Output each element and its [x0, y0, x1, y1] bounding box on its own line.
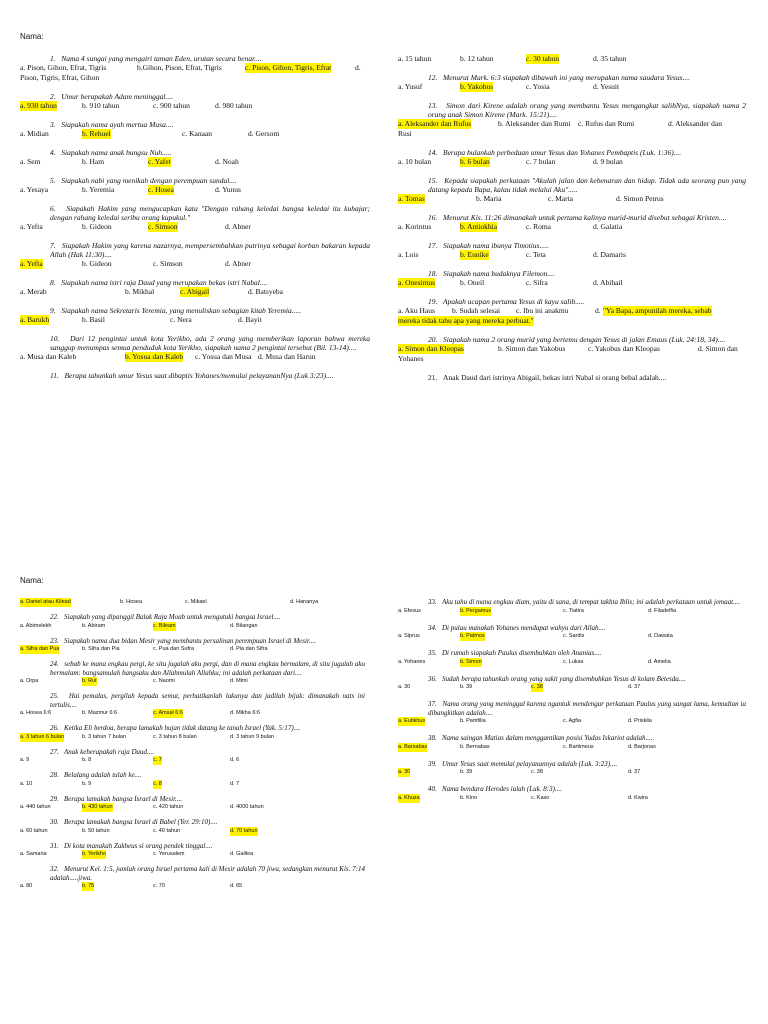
answer-option: c. Teta	[526, 250, 546, 259]
answer-option: b. 39	[460, 769, 473, 775]
answer-option: a. 80	[20, 883, 33, 889]
answer-option: d. 37	[628, 684, 641, 690]
answer-options	[20, 709, 365, 718]
answer-option: c. Kaso	[531, 794, 550, 801]
answer-options	[398, 794, 746, 803]
question-item	[20, 637, 365, 655]
answer-option: c. Ibu ini anakmu	[516, 306, 569, 315]
answer-option: d. Abner	[225, 259, 251, 268]
answer-options	[398, 344, 746, 354]
answer-option: d. Aleksander dan	[668, 119, 722, 128]
answer-option: a. Yohanes	[398, 658, 426, 665]
answer-option: b. Pamfilia	[460, 718, 486, 724]
question-item	[20, 692, 365, 718]
answer-option: b. Hosea	[120, 599, 143, 605]
answer-option: b. Bernabas	[460, 743, 490, 750]
answer-option: a. 440 tahun	[20, 804, 51, 810]
answer-options	[398, 768, 746, 777]
questions-column-left	[20, 598, 365, 897]
question-text: 22. Siapakah yang dipanggil Balak Raja Moab untuk mengutuki bangsa Israel....	[50, 613, 281, 621]
answer-option: c. Sardis	[563, 633, 585, 639]
answer-option-continuation	[398, 354, 746, 364]
nama-label: Nama:	[20, 32, 44, 41]
answer-option: c. Yosua dan Musa	[195, 352, 252, 361]
answer-options	[20, 63, 370, 73]
answer-options	[398, 82, 746, 92]
answer-option: d. Mikha 6:6	[230, 710, 260, 716]
answer-option: a. Midian	[20, 129, 49, 138]
question-text: 15. Kepada siapakah perkataan "Akulah jalan dan kebenaran dan hidup. Tidak ada seorang pun yang datang kepada Bapa, kalau tidak melalui Aku".....	[428, 176, 746, 194]
answer-option: d. Abner	[225, 222, 251, 231]
question-text: 13. Simon dari Kirene adalah orang yang membantu Yesus mengangkat salibNya, siapakah nama 2 orang anak Simon Kirene (Mark. 15:21)....	[428, 101, 746, 119]
question-text: 17. Siapakah nama ibunya Timotius.....	[428, 241, 549, 250]
answer-option-highlighted: a. 930 tahun	[20, 101, 57, 110]
answer-options	[20, 803, 365, 812]
answer-option: a. Aku Haus	[398, 306, 435, 315]
answer-option: d. Galatia	[593, 222, 623, 231]
questions-column-left	[20, 54, 370, 389]
question-text: 35. Di rumah siapakah Paulus disembuhkan oleh Ananias....	[428, 649, 602, 657]
answer-options	[20, 882, 365, 891]
answer-option: d. 65	[230, 883, 243, 889]
answer-option-continuation	[398, 316, 746, 326]
answer-option: d. Simon Petrus	[616, 194, 664, 203]
answer-option: b. Gideon	[82, 222, 112, 231]
answer-options	[20, 101, 370, 111]
answer-option: d. Kwira	[628, 794, 648, 801]
question-text: 23. Siapakah nama dua bidan Mesir yang membantu persalinan perempuan Israel di Mesir....	[50, 636, 316, 645]
answer-option: a. Orpa	[20, 678, 39, 684]
answer-options	[398, 250, 746, 260]
answer-options	[20, 185, 370, 195]
answer-option: c. Marta	[548, 194, 573, 203]
answer-option: d. 6	[230, 757, 240, 763]
answer-option-highlighted: b. 430 tahun	[82, 804, 113, 810]
answer-option: a. 30	[398, 684, 411, 690]
question-text: 28. Belalang adalah tulah ke....	[50, 771, 142, 779]
answer-option-continuation	[398, 129, 746, 139]
question-item	[20, 148, 370, 167]
answer-options	[20, 850, 365, 859]
answer-option-highlighted: c. Hosea	[148, 185, 174, 194]
answer-option-highlighted: b. Yakobus	[460, 82, 494, 91]
answer-option-highlighted: b. Rehuel	[82, 129, 111, 138]
answer-options	[398, 222, 746, 232]
answer-option: c. Tiatira	[563, 607, 584, 614]
answer-option: d. Mimi	[230, 678, 248, 684]
answer-option-highlighted: c. Amsal 6:6	[153, 710, 183, 716]
answer-option: b.Gihon, Pison, Efrat, Tigris	[137, 63, 222, 72]
answer-options	[20, 287, 370, 297]
answer-option: d. Abihail	[593, 278, 623, 287]
nama-label: Nama:	[20, 576, 44, 585]
answer-option: a. Yusuf	[398, 82, 423, 91]
question-item	[20, 771, 365, 789]
answer-options	[398, 119, 746, 129]
answer-option: d. Filadelfia	[648, 607, 677, 614]
answer-option: d. 35 tahun	[593, 54, 627, 63]
answer-option: b. Simon dan Yakobus	[498, 344, 566, 353]
answer-option: c. Agfia	[563, 718, 582, 724]
answer-option: d. Yesuit	[593, 82, 620, 91]
answer-option: c. Pua dan Sufra	[153, 646, 194, 652]
question-item	[20, 334, 370, 362]
question-text: 8. Siapakah nama istri raja Daud yang merupakan bekas istri Nabal....	[50, 278, 268, 287]
answer-options	[398, 658, 746, 667]
answer-option: b. Mikhal	[125, 287, 155, 296]
answer-option-highlighted: c. 8	[153, 780, 162, 787]
answer-option-highlighted: b. Antiokhia	[460, 222, 498, 231]
answer-option: c. Roma	[526, 222, 551, 231]
question-text: 38. Nama saingan Matias dalam menggantikan posisi Yudas Iskariot adalah.....	[428, 734, 655, 742]
question-text: 29. Berapa lamakah bangsa Israel di Mesir....	[50, 794, 183, 803]
question-item	[398, 241, 746, 260]
question-item	[398, 598, 746, 616]
question-text: 19. Apakah ucapan pertama Yesus di kayu salib.....	[428, 297, 585, 306]
answer-option: d. 9 bulan	[593, 157, 623, 166]
answer-option-text: Rusi	[398, 129, 412, 138]
answer-option-highlighted: a. Sifra dan Pua	[20, 646, 60, 652]
question-item	[20, 120, 370, 139]
answer-options	[20, 622, 365, 631]
question-text: 16. Menurut Kis. 11:26 dimanakah untuk pertama kalinya murid-murid disebut sebagai Kristen....	[428, 213, 727, 222]
answer-option: a. Samaria	[20, 851, 47, 857]
answer-option: d. Damaris	[593, 250, 626, 259]
question-text: 1. Nama 4 sungai yang mengairi taman Eden, urutan secara benar....	[50, 54, 262, 63]
answer-option: a. Sem	[20, 157, 41, 166]
answer-option-highlighted: b. Yosua dan Kaleb	[125, 352, 184, 361]
question-item	[398, 624, 746, 642]
answer-option-highlighted: b. Rut	[82, 678, 97, 684]
answer-option-highlighted: a. Daniel atau Kilead	[20, 599, 71, 605]
answer-options	[398, 194, 746, 204]
answer-option: a. Musa dan Kaleb	[20, 352, 77, 361]
answer-option: a. Abimelekh	[20, 622, 52, 629]
answer-option: a. Pison, Gihon, Efrat, Tigris	[20, 63, 107, 72]
answer-options	[20, 677, 365, 686]
answer-option: d. 980 tahun	[215, 101, 253, 110]
answer-option-highlighted: a. 3 tahun 6 bulan	[20, 733, 65, 740]
answer-option: c. Bartimeus	[563, 743, 594, 750]
question-text: 39. Umur Yesus saat memulai pelayanannya adalah (Luk. 3:23)....	[428, 759, 618, 768]
answer-option: b. Kino	[460, 794, 478, 801]
answer-options	[20, 259, 370, 269]
answer-option: c. Lukas	[563, 658, 584, 665]
question-text: 21. Anak Daud dari istrinya Abigail, bekas istri Nabal si orang bebal adalah....	[428, 373, 667, 382]
answer-option-highlighted: b. Eunike	[460, 250, 489, 259]
answer-option: d. Priskila	[628, 718, 652, 724]
answer-option: d. Simon dan	[698, 344, 738, 353]
answer-option-highlighted: b. Patmos	[460, 633, 485, 639]
question-item	[20, 204, 370, 232]
answer-options	[398, 157, 746, 167]
answer-options	[20, 315, 370, 325]
answer-option-highlighted: a. Eutikhus	[398, 718, 426, 724]
answer-option-highlighted: c. Bileam	[153, 622, 176, 629]
question-item	[398, 54, 746, 64]
answer-options	[398, 743, 746, 752]
question-text: 3. Siapakah nama ayah mertua Musa....	[50, 120, 174, 129]
answer-option: d. 3 tahun 9 bulan	[230, 733, 275, 740]
answer-option-highlighted: c. 30 tahun	[526, 54, 560, 63]
question-item	[20, 54, 370, 83]
question-text: 24. sebab ke mana engkau pergi, ke situ jugalah aku pergi, dan di mana engkau bermalam, di situ jugalah aku bermalam: bangsamulah bangsaku dan Allahmulah Allahku; ini adalah perkataan dari....	[50, 660, 365, 677]
question-text: 5. Siapakah nabi yang menikah dengan perempuan sundal....	[50, 176, 237, 185]
answer-options	[20, 827, 365, 836]
question-item	[20, 748, 365, 766]
question-item	[20, 818, 365, 836]
question-text: 9. Siapakah nama Sekretaris Yeremia, yang menuliskan sebagian kitab Yeremia.....	[50, 306, 302, 315]
answer-option-highlighted: a. 30	[398, 769, 411, 775]
answer-option-highlighted: c. Yafet	[148, 157, 171, 166]
answer-option: b. Sifra dan Pia	[82, 646, 120, 652]
answer-option: c. Simson	[153, 259, 183, 268]
answer-option: c. Yosia	[526, 82, 550, 91]
answer-options	[20, 733, 365, 742]
answer-option: d. Dawata	[648, 633, 673, 639]
answer-option: c. Yakobus dan Kleopas	[588, 344, 660, 353]
question-text: 20. Siapakah nama 2 orang murid yang bertemu dengan Yesus di jalan Emaus (Luk. 24:18, 34)....	[428, 335, 726, 344]
question-text: 34. Di pulau manakah Yohanes mendapat wahyu dari Allah....	[428, 623, 606, 632]
answer-option: d. Gersom	[248, 129, 280, 138]
answer-options	[20, 780, 365, 789]
answer-option-text: mereka tidak tahu apa yang mereka perbuat."	[398, 316, 534, 325]
answer-option: b. 3 tahun 7 bulan	[82, 733, 127, 740]
question-item	[398, 700, 746, 726]
answer-options	[20, 645, 365, 654]
question-text: 33. Aku tahu di mana engkau diam, yaitu di sana, di tempat takhta Iblis; ini adalah perkataan untuk jemaat....	[428, 598, 741, 606]
answer-option: c. 3 tahun 8 bulan	[153, 733, 197, 740]
question-text: 31. Di kota manakah Zakheus si orang pendek tinggal....	[50, 841, 213, 850]
answer-option: d. Noah	[215, 157, 239, 166]
question-text: 25. Hai pemalas, pergilah kepada semut, perhatikanlah lakunya dan jadilah bijak: dimanakah nats ini tertulis....	[50, 692, 365, 709]
question-text: 36. Sudah berapa tahunkah orang yang sakit yang disembuhkan Yesus di kolam Betesda....	[428, 674, 686, 683]
answer-option: a. Korintus	[398, 222, 432, 231]
question-text: 18. Siapakah nama budaknya Filemon....	[428, 269, 555, 278]
answer-option: b. 8	[82, 757, 92, 763]
answer-options	[20, 129, 370, 139]
answer-option-highlighted: c. 7	[153, 757, 162, 763]
answer-option: c. Nera	[170, 315, 192, 324]
answer-option: a. Efesus	[398, 607, 421, 614]
question-text: 2. Umur berapakah Adam meninggal....	[50, 92, 173, 101]
answer-option: c. 38	[531, 769, 543, 775]
answer-option: b. 9	[82, 780, 92, 787]
answer-option: d. Bilangan	[230, 622, 258, 629]
question-item	[398, 176, 746, 204]
answer-option: c. Rufus dan Rumi	[578, 119, 635, 128]
answer-option: c. Yerusalem	[153, 851, 185, 857]
answer-option: d. Barjonas	[628, 743, 656, 750]
questions-column-right	[398, 598, 746, 811]
answer-option: b. Mazmur 6:6	[82, 710, 118, 716]
answer-options	[398, 717, 746, 726]
question-text: 30. Berapa lamakah bangsa Israel di Babel (Yer. 29:10)....	[50, 818, 218, 826]
answer-option: a. Siprus	[398, 633, 420, 639]
answer-option: d. Musa dan Harun	[258, 352, 316, 361]
answer-option: b. 910 tahun	[82, 101, 120, 110]
answer-option: b. Sudah selesai	[452, 306, 501, 315]
question-text: 10. Dari 12 pengintai untuk kota Yerikho, ada 2 orang yang memberikan laporan bahwa mereka sanggup menumpas semua penduduk kota Yerikho, siapakah nama 2 pengintai tersebut (Bil. 13-14)....	[50, 334, 370, 352]
answer-option: c. 7 bulan	[526, 157, 556, 166]
question-item	[20, 92, 370, 111]
question-item	[20, 176, 370, 195]
answer-option: a. Yefta	[20, 222, 43, 231]
answer-option: b. Aleksander dan Rumi	[498, 119, 571, 128]
answer-option-highlighted: a. Barukh	[20, 315, 50, 324]
question-item	[398, 373, 746, 382]
question-text: 37. Nama orang yang meninggal karena ngantuk mendengar perkataan Paulus yang sangat lama, kemudian ia dibangkitkan adalah....	[428, 700, 746, 717]
answer-option: d. Amelia	[648, 658, 671, 665]
question-text: 7. Siapakah Hakim yang karena nazarnya, mempersembahkan putrinya sebagai korban bakaran kepada Allah (Hak 11:30)....	[50, 241, 370, 259]
answer-option: d.	[355, 63, 361, 72]
question-text: 32. Menurut Kel. 1:5, jumlah orang Israel pertama kali di Mesir adalah 70 jiwa, sedangkan menurut Kis. 7:14 adalah.....jiwa.	[50, 865, 365, 882]
question-item	[398, 675, 746, 693]
answer-option: d.	[595, 306, 601, 315]
answer-option: b. 50 tahun	[82, 827, 110, 834]
answer-options	[398, 278, 746, 288]
question-item	[20, 865, 365, 891]
answer-option-highlighted: c. Pison, Gihon, Tigris, Efrat	[245, 63, 332, 72]
question-item	[20, 842, 365, 860]
answer-option: c. 40 tahun	[153, 827, 181, 834]
answer-option-highlighted: c. Simson	[148, 222, 178, 231]
question-text: 26. Ketika Eli berdoa, berapa lamakah hujan tidak datang ke tanah Israel (Yak. 5:17)....	[50, 724, 301, 732]
answer-option-highlighted: a. Khuza	[398, 794, 420, 801]
question-item	[398, 213, 746, 232]
answer-option: c. Mikael	[185, 599, 207, 605]
question-item	[398, 760, 746, 778]
answer-option-text: Yohanes	[398, 354, 424, 363]
answer-option: a. 60 tahun	[20, 827, 48, 834]
answer-option: a. 15 tahun	[398, 54, 432, 63]
answer-option-highlighted: b. 6 bulan	[460, 157, 490, 166]
question-item	[398, 269, 746, 288]
question-item	[398, 148, 746, 167]
answer-option-highlighted: a. Onesimus	[398, 278, 436, 287]
answer-options	[20, 352, 370, 362]
question-text: 40. Nama bendara Herodes ialah (Luk. 8:3)....	[428, 785, 562, 793]
answer-option: a. Merab	[20, 287, 47, 296]
answer-option: b. Maria	[476, 194, 502, 203]
question-item	[20, 613, 365, 631]
question-item	[20, 278, 370, 297]
answer-option: d. Pia dan Sifra	[230, 646, 268, 652]
question-item	[20, 795, 365, 813]
question-item	[398, 335, 746, 364]
answer-option: d. Batsyeba	[248, 287, 283, 296]
answer-options	[398, 683, 746, 692]
answer-option: b. Oneil	[460, 278, 485, 287]
answer-options	[20, 157, 370, 167]
questions-column-right	[398, 54, 746, 391]
answer-options	[398, 54, 746, 64]
answer-option-highlighted: "Ya Bapa, ampunilah mereka, sebab	[603, 306, 712, 315]
answer-options	[20, 222, 370, 232]
answer-option: b. 12 tahun	[460, 54, 494, 63]
answer-option: a. 10 bulan	[398, 157, 432, 166]
answer-option-highlighted: b. Yerikho	[82, 851, 107, 857]
answer-options	[398, 306, 746, 316]
answer-option: c. Kanaan	[182, 129, 212, 138]
question-item	[398, 785, 746, 803]
answer-option: d. 4000 tahun	[230, 804, 264, 810]
answer-option: d. 7	[230, 780, 240, 787]
answer-option-highlighted: b. Pergamus	[460, 607, 492, 614]
answer-option: a. 10	[20, 780, 33, 787]
answer-option: c. 420 tahun	[153, 804, 184, 810]
question-item	[20, 660, 365, 686]
answer-option-highlighted: b. Simon	[460, 658, 482, 665]
question-text: 27. Anak keberapakah raja Daud....	[50, 747, 155, 756]
answer-option: b. Abiram	[82, 622, 106, 629]
answer-option: d. Galilea	[230, 851, 254, 857]
question-item	[20, 371, 370, 380]
answer-option-text: Pison, Tigris, Efrat, Gihon	[20, 73, 100, 82]
answer-option-continuation	[20, 73, 370, 83]
question-item	[20, 306, 370, 325]
question-item	[398, 734, 746, 752]
answer-option-highlighted: c. Abigail	[180, 287, 210, 296]
answer-option-highlighted: a. Tomas	[398, 194, 425, 203]
answer-option-highlighted: c. 38	[531, 684, 543, 690]
question-text: 14. Berapa bulankah perbedaan umur Yesus dan Yohanes Pembaptis (Luk. 1:36)....	[428, 148, 682, 157]
question-text: 12. Menurut Mark. 6:3 siapakah dibawah ini yang merupakan nama saudara Yesus....	[428, 73, 691, 82]
question-text: 11. Berapa tahunkah umur Yesus saat dibaptis Yohanes/memulai pelayananNya (Luk 3:23)....	[50, 371, 334, 380]
answer-option: b. Gideon	[82, 259, 112, 268]
answer-option-highlighted: b. 75	[82, 883, 95, 889]
answer-options	[20, 598, 365, 607]
answer-option-highlighted: d. 70 tahun	[230, 827, 258, 834]
answer-option-highlighted: a. Yefta	[20, 259, 43, 268]
question-item	[20, 241, 370, 269]
answer-option-highlighted: a. Simon dan Kleopas	[398, 344, 464, 353]
answer-option-highlighted: a. Aleksander dan Rufus	[398, 119, 472, 128]
answer-option: d. Hananya	[290, 599, 319, 605]
answer-option: a. Yesaya	[20, 185, 49, 194]
question-item	[398, 649, 746, 667]
answer-option: a. 9	[20, 757, 30, 763]
answer-options	[398, 607, 746, 616]
answer-option: d. 37	[628, 769, 641, 775]
answer-option-highlighted: a. Barsabas	[398, 743, 428, 750]
answer-option: a. Lois	[398, 250, 419, 259]
question-text: 4. Siapakah nama anak bungsu Nuh.....	[50, 148, 172, 157]
question-text: 6. Siapakah Hakim yang mengucapkan kata "Dengan rahang keledai bangsa keledai itu kuhajar; dengan rahang keledai seribu orang kupukul."	[50, 204, 370, 222]
worksheet-bottom	[0, 568, 768, 1024]
answer-option: c. 900 tahun	[153, 101, 190, 110]
answer-option: b. 39	[460, 684, 473, 690]
answer-option: a. Hosea 6:6	[20, 710, 52, 716]
question-item	[398, 101, 746, 139]
question-item	[20, 598, 365, 607]
answer-option: b. Yeremia	[82, 185, 115, 194]
answer-option: d. Yunus	[215, 185, 241, 194]
answer-options	[398, 632, 746, 641]
answer-option: b. Ham	[82, 157, 105, 166]
answer-options	[20, 756, 365, 765]
answer-option: d. Bayit	[238, 315, 262, 324]
question-item	[398, 73, 746, 92]
question-item	[398, 297, 746, 326]
question-item	[20, 724, 365, 742]
answer-option: b. Basil	[82, 315, 105, 324]
answer-option: c. Naomi	[153, 678, 175, 684]
answer-option: c. Sifra	[526, 278, 548, 287]
answer-option: c. 70	[153, 883, 165, 889]
